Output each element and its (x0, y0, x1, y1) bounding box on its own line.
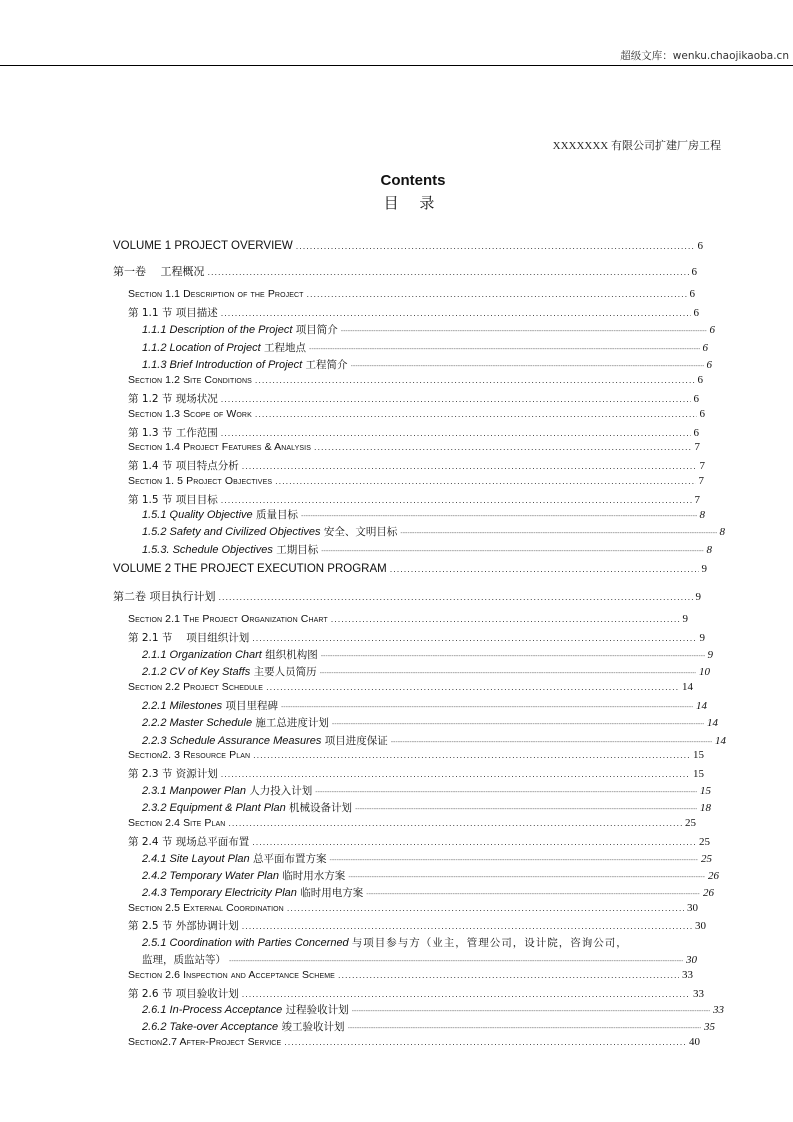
toc-entry-label-en: 1.1.1 Description of the Project (142, 324, 293, 336)
toc-entry-sub[interactable] (142, 664, 710, 679)
toc-entry-sub[interactable] (142, 851, 712, 866)
toc-leader-dots (321, 545, 703, 555)
toc-entry-sec[interactable] (128, 1036, 700, 1048)
toc-page-number: 33 (693, 988, 704, 1000)
toc-entry-label-zh: 项目简介 (292, 324, 338, 336)
toc-entry-label (142, 507, 298, 522)
toc-leader-dots (321, 650, 705, 660)
toc-entry-label-en: 2.1.1 Organization Chart (142, 649, 262, 661)
toc-entry-label: Section 2.1 The Project Organization Chart (128, 613, 328, 625)
toc-entry-sub[interactable] (142, 783, 711, 798)
toc-entry-label-en: 2.2.3 Schedule Assurance Measures (142, 735, 322, 747)
toc-entry-label-zh: 工期目标 (272, 544, 319, 556)
toc-page-number: 14 (696, 700, 707, 712)
toc-entry-label-en: 2.2.2 Master Schedule (142, 717, 253, 729)
toc-entry-label-zh: 总平面布置方案 (249, 853, 327, 865)
toc-entry-label-zh: 工程简介 (302, 359, 348, 371)
toc-leader-dots (307, 289, 687, 299)
toc-page-number: 8 (719, 526, 725, 538)
toc-page-number: 9 (701, 563, 707, 575)
toc-leader-dots (331, 614, 680, 624)
toc-leader-dots (275, 476, 695, 486)
toc-entry-label-zh: 临时用水方案 (278, 870, 346, 882)
toc-entry-sec[interactable] (128, 613, 688, 625)
toc-leader-dots (301, 510, 696, 520)
toc-entry-sub[interactable] (142, 868, 719, 883)
toc-entry-label-en: 1.5.1 Quality Objective (142, 509, 253, 521)
toc-leader-dots (221, 769, 690, 779)
toc-entry-sub[interactable] (142, 885, 714, 900)
toc-entry-label-zh: 项目进度保证 (321, 735, 388, 747)
toc-leader-dots (208, 267, 689, 277)
toc-leader-dots (315, 786, 697, 796)
toc-entry-seczh[interactable] (128, 425, 699, 440)
toc-entry-label-zh: 竣工验收计划 (278, 1021, 345, 1033)
toc-entry-label: Section 1. 5 Project Objectives (128, 475, 273, 487)
toc-entry-sub[interactable] (142, 357, 712, 372)
toc-page-number: 15 (693, 768, 704, 780)
toc-leader-dots (221, 394, 691, 404)
toc-entry-label-zh: 监理，质监站等） (142, 954, 226, 966)
toc-leader-dots (309, 343, 700, 353)
toc-page-number: 9 (682, 613, 688, 625)
toc-entry-label (142, 851, 326, 866)
toc-entry-label-zh: 主要人员简历 (250, 666, 317, 678)
toc-entry-label-en: 2.5.1 Coordination with Parties Concerned (142, 937, 352, 949)
toc-entry-sec[interactable] (128, 408, 705, 420)
toc-page-number: 14 (682, 681, 693, 693)
toc-entry-label (142, 322, 338, 337)
toc-page-number: 25 (699, 836, 710, 848)
toc-entry-seczh[interactable] (128, 630, 705, 645)
toc-entry-sub[interactable] (142, 322, 715, 337)
toc-entry-vol[interactable] (113, 240, 703, 252)
toc-leader-dots (400, 527, 716, 537)
toc-entry-label-en: 1.1.3 Brief Introduction of Project (142, 359, 303, 371)
toc-leader-dots (341, 325, 707, 335)
toc-page-number: 15 (693, 749, 704, 761)
toc-entry-sec[interactable] (128, 969, 693, 981)
toc-entry-label: Section 2.5 External Coordination (128, 902, 284, 914)
toc-entry-label (142, 542, 318, 557)
toc-entry-sub[interactable] (142, 1002, 724, 1017)
toc-page-number: 30 (695, 920, 706, 932)
toc-page-number: 14 (715, 735, 726, 747)
toc-entry-label (142, 664, 317, 679)
toc-leader-dots (355, 803, 697, 813)
toc-entry-label-zh: 机械设备计划 (285, 802, 353, 814)
toc-page-number: 26 (703, 887, 714, 899)
toc-entry-label: 第 2.6 节 项目验收计划 (128, 988, 239, 1000)
toc-leader-dots (255, 375, 695, 385)
toc-page-number: 26 (708, 870, 719, 882)
toc-entry-seczh[interactable] (128, 766, 704, 781)
toc-entry-label-en: 1.1.2 Location of Project (142, 342, 261, 354)
toc-entry-volzh[interactable] (113, 263, 697, 279)
toc-page-number: 33 (713, 1004, 724, 1016)
toc-entry-label-en: 2.6.2 Take-over Acceptance (142, 1021, 279, 1033)
toc-entry-label: 第 2.5 节 外部协调计划 (128, 920, 239, 932)
toc-leader-dots (314, 442, 692, 452)
toc-leader-dots (221, 308, 691, 318)
toc-entry-vol[interactable] (113, 563, 707, 575)
toc-entry-label-en: 2.1.2 CV of Key Staffs (142, 666, 251, 678)
toc-leader-dots (348, 1022, 701, 1032)
toc-leader-dots (252, 837, 696, 847)
toc-leader-dots (221, 495, 692, 505)
toc-entry-label (142, 524, 397, 539)
toc-entry-seczh[interactable] (128, 918, 706, 933)
toc-entry-label: 第 1.4 节 项目特点分析 (128, 460, 239, 472)
toc-page-number: 30 (687, 902, 698, 914)
toc-leader-dots (391, 736, 712, 746)
toc-entry-sec[interactable] (128, 441, 700, 453)
toc-page-number: 6 (693, 307, 699, 319)
toc-entry-label-en: 1.5.3. Schedule Objectives (142, 544, 273, 556)
toc-entry-label-zh: 与项目参与方（业主，管理公司，设计院，咨询公司， (351, 937, 628, 949)
site-watermark-text: 超级文库：wenku.chaojikaoba.cn (620, 50, 789, 62)
toc-leader-dots (332, 718, 704, 728)
toc-leader-dots (348, 871, 705, 881)
toc-page-number: 33 (682, 969, 693, 981)
toc-leader-dots (287, 903, 684, 913)
toc-entry-sec[interactable] (128, 288, 695, 300)
toc-entry-label (142, 800, 352, 815)
toc-entry-label (142, 357, 348, 372)
toc-page-number: 6 (706, 359, 712, 371)
toc-entry-label: Section 2.6 Inspection and Acceptance Scheme (128, 969, 335, 981)
toc-entry-label-zh: 临时用电方案 (296, 887, 364, 899)
toc-entry-sub[interactable] (142, 1019, 715, 1034)
toc-entry-label (142, 783, 312, 798)
toc-leader-dots (266, 682, 679, 692)
header-divider (0, 65, 793, 66)
toc-entry-label (142, 698, 278, 713)
toc-page-number: 6 (693, 427, 699, 439)
toc-entry-label-zh: 项目里程碑 (222, 700, 278, 712)
toc-page-number: 6 (699, 408, 705, 420)
toc-entry-sec[interactable] (128, 374, 703, 386)
toc-entry-sec[interactable] (128, 475, 704, 487)
contents-title-chinese: 目 录 (383, 194, 443, 212)
toc-page-number: 10 (699, 666, 710, 678)
toc-entry-sub[interactable] (142, 733, 726, 748)
toc-page-number: 18 (700, 802, 711, 814)
toc-leader-dots (229, 955, 683, 965)
toc-entry-label (142, 1019, 345, 1034)
toc-entry-wrapped[interactable] (142, 935, 628, 950)
toc-entry-label: 第 2.3 节 资源计划 (128, 768, 218, 780)
toc-entry-label: Section 1.1 Description of the Project (128, 288, 304, 300)
toc-entry-label (142, 1002, 349, 1017)
toc-entry-sub[interactable] (142, 542, 712, 557)
toc-page-number: 6 (709, 324, 715, 336)
toc-entry-label: VOLUME 2 THE PROJECT EXECUTION PROGRAM (113, 563, 387, 575)
toc-entry-label-en: 2.6.1 In-Process Acceptance (142, 1004, 283, 1016)
toc-entry-label: 第 1.5 节 项目目标 (128, 494, 218, 506)
toc-entry-label: Section 2.4 Site Plan (128, 817, 226, 829)
toc-entry-label: Section 1.4 Project Features & Analysis (128, 441, 311, 453)
toc-page-number: 7 (698, 475, 704, 487)
toc-leader-dots (284, 1037, 686, 1047)
toc-leader-dots (252, 633, 696, 643)
toc-entry-label: 第 2.4 节 现场总平面布置 (128, 836, 250, 848)
toc-entry-label (142, 885, 363, 900)
toc-entry-seczh[interactable] (128, 458, 705, 473)
toc-entry-label-zh: 人力投入计划 (245, 785, 313, 797)
toc-entry-label: Section 1.2 Site Conditions (128, 374, 252, 386)
toc-entry-seczh[interactable] (128, 305, 699, 320)
toc-page-number: 7 (699, 460, 705, 472)
toc-page-number: 6 (691, 266, 697, 278)
toc-entry-label: Section 2.2 Project Schedule (128, 681, 264, 693)
toc-entry-sec[interactable] (128, 817, 696, 829)
toc-entry-label: 第一卷 工程概况 (113, 265, 205, 278)
toc-entry-label (142, 647, 318, 662)
toc-page-number: 40 (689, 1036, 700, 1048)
toc-leader-dots (352, 1005, 710, 1015)
toc-leader-dots (253, 750, 690, 760)
toc-page-number: 6 (697, 240, 703, 252)
toc-page-number: 8 (706, 544, 712, 556)
toc-entry-label-zh: 工程地点 (260, 342, 306, 354)
toc-leader-dots (281, 701, 693, 711)
toc-entry-sub[interactable] (142, 524, 725, 539)
toc-entry-label: 第 1.3 节 工作范围 (128, 427, 218, 439)
document-running-header: XXXXXXX 有限公司扩建厂房工程 (552, 140, 721, 152)
toc-page-number: 8 (699, 509, 705, 521)
toc-entry-sub[interactable] (142, 952, 697, 967)
toc-entry-label-zh: 质量目标 (252, 509, 299, 521)
toc-entry-label (142, 715, 329, 730)
toc-page-number: 15 (700, 785, 711, 797)
toc-leader-dots (338, 970, 679, 980)
toc-entry-sub[interactable] (142, 715, 718, 730)
toc-entry-label (142, 868, 345, 883)
toc-entry-label-en: 2.2.1 Milestones (142, 700, 223, 712)
toc-leader-dots (329, 854, 698, 864)
toc-entry-label: Section 1.3 Scope of Work (128, 408, 252, 420)
toc-entry-label-zh: 施工总进度计划 (252, 717, 329, 729)
toc-page-number: 14 (707, 717, 718, 729)
toc-page-number: 6 (702, 342, 708, 354)
toc-entry-label: 第 1.2 节 现场状况 (128, 393, 218, 405)
toc-entry-label: VOLUME 1 PROJECT OVERVIEW (113, 240, 293, 252)
toc-leader-dots (351, 360, 704, 370)
toc-page-number: 30 (686, 954, 697, 966)
toc-entry-sub[interactable] (142, 340, 708, 355)
toc-page-number: 9 (699, 632, 705, 644)
toc-entry-label-en: 2.4.2 Temporary Water Plan (142, 870, 279, 882)
toc-page-number: 6 (693, 393, 699, 405)
toc-entry-label-zh: 过程验收计划 (282, 1004, 349, 1016)
toc-page-number: 9 (695, 591, 701, 603)
toc-entry-sec[interactable] (128, 902, 698, 914)
toc-entry-sub[interactable] (142, 800, 711, 815)
toc-leader-dots (242, 921, 692, 931)
toc-entry-label-en: 2.4.3 Temporary Electricity Plan (142, 887, 297, 899)
toc-entry-sec[interactable] (128, 749, 704, 761)
contents-title: Contents (380, 172, 446, 189)
toc-entry-seczh[interactable] (128, 391, 699, 406)
toc-entry-label: 第 2.1 节 项目组织计划 (128, 632, 250, 644)
toc-entry-label-en: 2.3.1 Manpower Plan (142, 785, 246, 797)
toc-entry-label-zh: 组织机构图 (261, 649, 318, 661)
toc-leader-dots (221, 428, 691, 438)
toc-entry-volzh[interactable] (113, 588, 701, 604)
toc-entry-sub[interactable] (142, 698, 707, 713)
toc-leader-dots (320, 667, 696, 677)
site-header (0, 0, 793, 66)
toc-entry-label (142, 952, 226, 967)
toc-entry-seczh[interactable] (128, 492, 700, 507)
toc-entry-seczh[interactable] (128, 986, 704, 1001)
toc-entry-label: 第 1.1 节 项目描述 (128, 307, 218, 319)
toc-page-number: 9 (707, 649, 713, 661)
toc-entry-label: Section2. 3 Resource Plan (128, 749, 251, 761)
toc-page-number: 6 (689, 288, 695, 300)
toc-entry-label-en: 2.4.1 Site Layout Plan (142, 853, 250, 865)
toc-leader-dots (390, 564, 699, 574)
toc-entry-sub[interactable] (142, 647, 713, 662)
toc-entry-sub[interactable] (142, 507, 705, 522)
toc-leader-dots (219, 592, 693, 602)
toc-leader-dots (296, 241, 695, 251)
toc-entry-label-en: 1.5.2 Safety and Civilized Objectives (142, 526, 321, 538)
toc-entry-label (142, 733, 388, 748)
toc-entry-label-en: 2.3.2 Equipment & Plant Plan (142, 802, 286, 814)
toc-leader-dots (242, 461, 697, 471)
toc-leader-dots (366, 888, 700, 898)
toc-entry-seczh[interactable] (128, 834, 710, 849)
toc-page-number: 35 (704, 1021, 715, 1033)
toc-page-number: 25 (685, 817, 696, 829)
toc-leader-dots (242, 989, 690, 999)
toc-entry-sec[interactable] (128, 681, 693, 693)
toc-entry-label-zh: 安全、文明目标 (320, 526, 398, 538)
toc-page-number: 6 (697, 374, 703, 386)
toc-entry-label: 第二卷 项目执行计划 (113, 590, 216, 603)
toc-entry-label: Section2.7 After-Project Service (128, 1036, 282, 1048)
toc-leader-dots (228, 818, 682, 828)
toc-page-number: 25 (701, 853, 712, 865)
toc-page-number: 7 (694, 494, 700, 506)
toc-page-number: 7 (694, 441, 700, 453)
toc-leader-dots (255, 409, 697, 419)
toc-entry-label (142, 340, 306, 355)
